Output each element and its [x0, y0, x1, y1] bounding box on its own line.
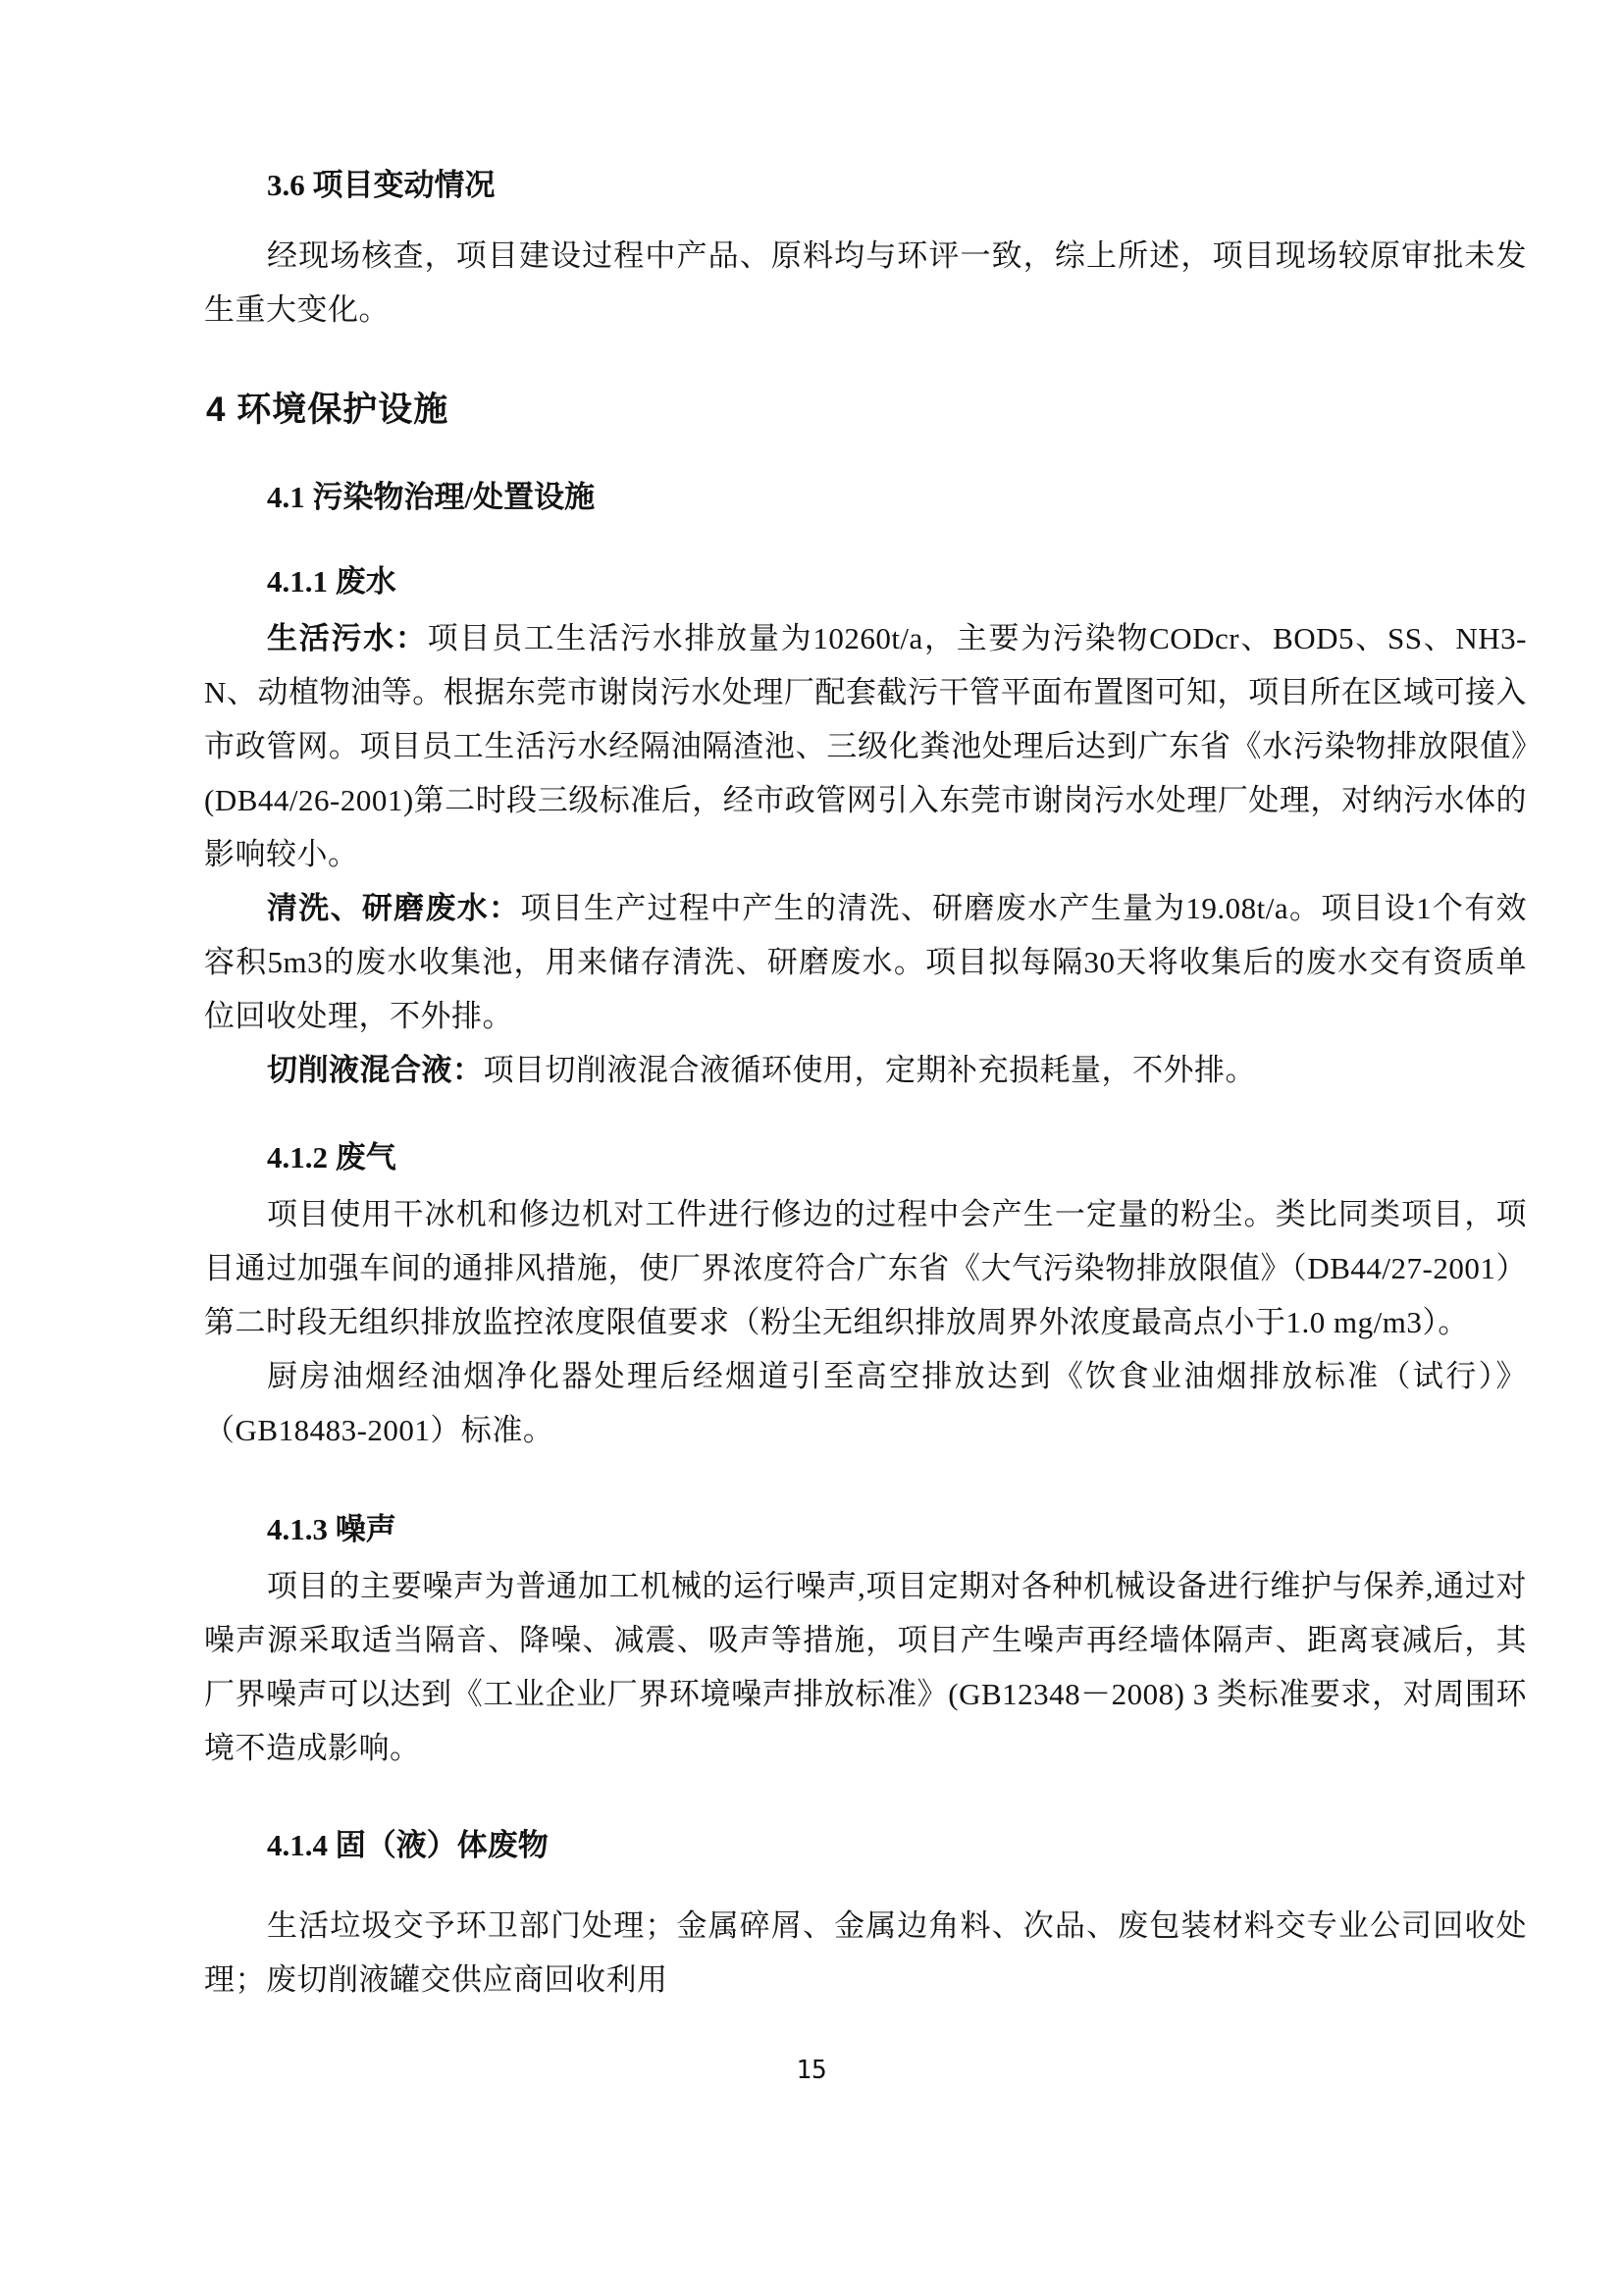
paragraph-solid-waste-disposal: 生活垃圾交予环卫部门处理；金属碎屑、金属边角料、次品、废包装材料交专业公司回收处理；废切削液罐交供应商回收利用	[204, 1908, 1527, 1997]
paragraph-lead-domestic-sewage: 生活污水：	[267, 621, 428, 655]
paragraph-text-domestic-sewage: 项目员工生活污水排放量为10260t/a，主要为污染物CODcr、BOD5、SS、NH3-N、动植物油等。根据东莞市谢岗污水处理厂配套截污干管平面布置图可知，项目所在区域可接入市政管网。项目员工生活污水经隔油隔渣池、三级化粪池处理后达到广东省《水污染物排放限值》(DB44/26-2001)第二时段三级标准后，经市政管网引入东莞市谢岗污水处理厂处理，对纳污水体的影响较小。	[204, 621, 1528, 871]
heading-3-6-project-change: 3.6 项目变动情况	[267, 168, 496, 202]
paragraph-domestic-sewage	[204, 611, 1527, 881]
paragraph-kitchen-fume: 厨房油烟经油烟净化器处理后经烟道引至高空排放达到《饮食业油烟排放标准（试行）》（GB18483-2001）标准。	[204, 1359, 1527, 1447]
paragraph-project-change: 经现场核查，项目建设过程中产品、原料均与环评一致，综上所述，项目现场较原审批未发生重大变化。	[204, 238, 1527, 327]
paragraph-lead-cleaning-grinding-wastewater: 清洗、研磨废水：	[267, 891, 521, 925]
heading-4-1-2-waste-gas: 4.1.2 废气	[267, 1140, 396, 1174]
heading-4-environmental-protection-facilities: 4 环境保护设施	[206, 391, 449, 429]
document-content	[204, 164, 1527, 2007]
paragraph-noise-control: 项目的主要噪声为普通加工机械的运行噪声,项目定期对各种机械设备进行维护与保养,通过对噪声源采取适当隔音、降噪、减震、吸声等措施，项目产生噪声再经墙体隔声、距离衰减后，其厂界噪声可以达到《工业企业厂界环境噪声排放标准》(GB12348－2008) 3 类标准要求，对周围环境不造成影响。	[204, 1569, 1527, 1765]
paragraph-lead-cutting-fluid-mixture: 切削液混合液：	[267, 1053, 484, 1087]
paragraph-cutting-fluid-mixture	[204, 1043, 1527, 1097]
paragraph-text-cleaning-grinding-wastewater: 项目生产过程中产生的清洗、研磨废水产生量为19.08t/a。项目设1个有效容积5m3的废水收集池，用来储存清洗、研磨废水。项目拟每隔30天将收集后的废水交有资质单位回收处理，不外排。	[204, 891, 1527, 1033]
paragraph-cleaning-grinding-wastewater	[204, 881, 1527, 1043]
heading-4-1-4-solid-liquid-waste: 4.1.4 固（液）体废物	[267, 1828, 549, 1862]
paragraph-text-cutting-fluid-mixture: 项目切削液混合液循环使用，定期补充损耗量，不外排。	[483, 1053, 1256, 1087]
paragraph-dust-emission: 项目使用干冰机和修边机对工件进行修边的过程中会产生一定量的粉尘。类比同类项目，项目通过加强车间的通排风措施，使厂界浓度符合广东省《大气污染物排放限值》（DB44/27-2001）第二时段无组织排放监控浓度限值要求（粉尘无组织排放周界外浓度最高点小于1.0 mg/m3）。	[204, 1197, 1527, 1339]
heading-4-1-1-wastewater: 4.1.1 废水	[267, 564, 396, 599]
heading-4-1-3-noise: 4.1.3 噪声	[267, 1512, 396, 1546]
page-number: 15	[796, 2056, 827, 2085]
heading-4-1-pollutant-treatment-facilities: 4.1 污染物治理/处置设施	[267, 480, 596, 514]
